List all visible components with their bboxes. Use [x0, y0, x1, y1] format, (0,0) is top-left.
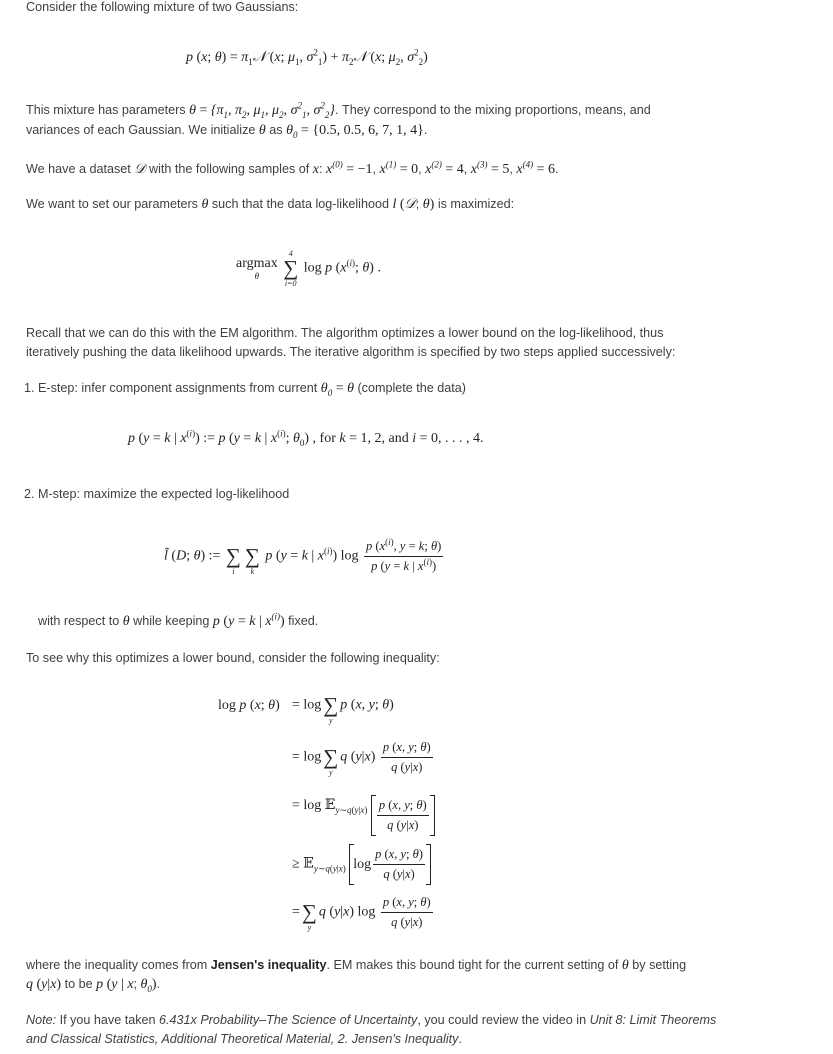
em-intro-line-1: Recall that we can do this with the EM algorithm. The algorithm optimizes a lower bound on the log-likelihood, thus — [26, 326, 664, 340]
params-line-1: This mixture has parameters $\theta = \{\pi_1$, $\pi_2$, $\mu_1$, $\mu_2$, $\sigma^2_1$, $\sigma^2_2$}. They correspond to the mixing proportions, means, and — [26, 100, 651, 120]
note-line-2 — [26, 1029, 462, 1049]
derivation-line-4: ≥ 𝔼$_{y\sim q(y|x)}$ log $\frac{p (x, y; \theta)}{q (y|x)}$ — [292, 844, 431, 885]
estep-suffix: (complete the data) — [357, 381, 466, 395]
params-line2-as: as — [269, 123, 283, 137]
init-values: {0.5, 0.5, 6, 7, 1, 4} — [312, 123, 424, 138]
intro-text: Consider the following mixture of two Gaussians: — [26, 0, 299, 14]
note-unit2: and Classical Statistics, Additional Theoretical Material, 2. Jensen's Inequality — [26, 1032, 459, 1046]
sample-2: 4 — [456, 162, 464, 177]
note-end: . — [458, 1032, 462, 1046]
params-after: . They correspond to the mixing proportions, means, and — [335, 103, 651, 117]
mixture-equation: p (x; $\theta) = \pi_1𝒩$ (x; $\mu_1$, $\sigma^2_1$) + $\pi_2𝒩$ (x; $\mu_2$, $\sigma^2_2$) — [186, 47, 428, 67]
estep-label: 1. E-step: infer component assignments from current $\theta_0 = \theta$ (complete the data) — [24, 381, 466, 398]
objective-line: We want to set our parameters θ such that the data log-likelihood l (𝒟; θ) is maximized: — [26, 197, 515, 212]
jensen-line-1: where the inequality comes from Jensen's inequality. EM makes this bound tight for the current setting of θ by setting — [26, 958, 687, 973]
estep-for: for — [319, 431, 336, 446]
jensen-bold: Jensen's inequality — [210, 958, 327, 972]
jensen-line2-mid: to be — [64, 977, 93, 991]
em-intro-line-2: iteratively pushing the data likelihood upwards. The iterative algorithm is specified by two steps applied successively: — [26, 345, 676, 359]
derivation-line-1: = log ∑ y p (x, y; θ) — [292, 693, 394, 725]
argmax-equation: argmax θ 4 ∑ i=0 log p ($x^{(i)}$; θ) . — [236, 249, 381, 288]
note-line-1 — [26, 1010, 716, 1030]
respect-after: fixed. — [288, 614, 319, 628]
dataset-before: We have a dataset — [26, 162, 131, 176]
estep-i-values: 0, . . . , 4. — [431, 431, 484, 446]
jensen-after: . EM makes this bound tight for the current setting of — [326, 958, 619, 972]
note-text2: , you could review the video in — [417, 1013, 587, 1027]
respect-line: with respect to θ while keeping p (y = k | $x^{(i)}$) fixed. — [38, 611, 319, 629]
dataset-line: We have a dataset 𝒟 with the following samples of x: $x^{(0)} = -1$, $x^{(1)} = 0$, $x^{(2)} = 4$, $x^{(3)} = 5$, $x^{(4)} = 6$. — [26, 159, 559, 177]
note-text1: If you have taken — [59, 1013, 156, 1027]
mstep-label: 2. M-step: maximize the expected log-likelihood — [24, 487, 290, 501]
objective-before: We want to set our parameters — [26, 197, 198, 211]
estep-and: and — [388, 431, 409, 446]
respect-middle: while keeping — [133, 614, 210, 628]
sample-3: 5 — [502, 162, 510, 177]
mstep-equation: l̃ (D; θ) := ∑ i ∑ k p (y = k | $x^{(i)}$) log $\frac{p (x^{(i)}, y = k; \theta)}{p (y = k | x^{(i)})}$ — [164, 536, 442, 576]
params-line2-before: variances of each Gaussian. We initialize — [26, 123, 256, 137]
derivation-lhs: log p (x; θ) — [218, 698, 280, 713]
params-before: This mixture has parameters — [26, 103, 186, 117]
jensen-line-2: q (y|x) to be p (y | x; $\theta_0$). — [26, 977, 161, 994]
estep-equation: p (y = k | $x^{(i)}$) := p (y = k | $x^{(i)}$; $\theta_0$) , for k = 1, 2, and i = 0, . . . , 4. — [128, 428, 484, 448]
derivation-line-5: = ∑ y q (y|x) log $\frac{p (x, y; \theta)}{q (y|x)}$ — [292, 895, 431, 932]
derivation-line-3: = log 𝔼$_{y\sim q(y|x)}$ $\frac{p (x, y; \theta)}{q (y|x)}$ — [292, 795, 435, 836]
objective-after: is maximized: — [437, 197, 515, 211]
params-line-2: variances of each Gaussian. We initialize θ as $\theta_0 = \{0.5$, 0.5, 6, 7, 1, 4}. — [26, 123, 428, 140]
sample-4: 6 — [548, 162, 556, 177]
estep-k-values: 1, 2, — [360, 431, 385, 446]
jensen-before: where the inequality comes from — [26, 958, 208, 972]
note-label: Note: — [26, 1013, 57, 1027]
estep-label-text: 1. E-step: infer component assignments from current — [24, 381, 318, 395]
note-unit1: Unit 8: Limit Theorems — [589, 1013, 717, 1027]
jensen-after2: by setting — [632, 958, 687, 972]
why-line: To see why this optimizes a lower bound, consider the following inequality: — [26, 651, 440, 665]
dataset-middle: with the following samples of — [148, 162, 310, 176]
objective-middle: such that the data log-likelihood — [211, 197, 389, 211]
respect-before: with respect to — [38, 614, 120, 628]
sample-0: −1 — [357, 162, 373, 177]
sample-1: 0 — [411, 162, 419, 177]
note-course: 6.431x Probability–The Science of Uncertainty — [159, 1013, 418, 1027]
derivation-line-2: = log ∑ y q (y|x) $\frac{p (x, y; \theta)}{q (y|x)}$ — [292, 740, 431, 777]
